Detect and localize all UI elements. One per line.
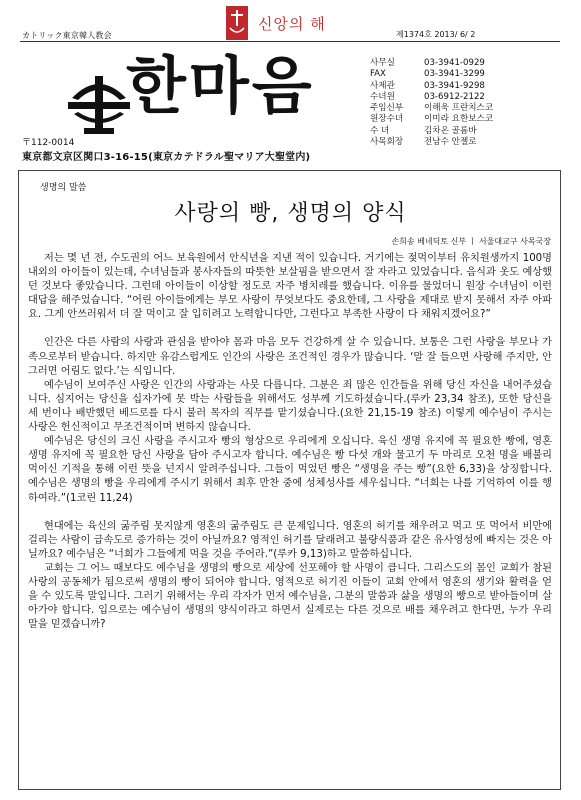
contact-value: 03-3941-9298 <box>424 80 485 91</box>
contact-label: 수녀원 <box>370 91 395 102</box>
contact-row <box>370 81 493 92</box>
contact-label: 사무실 <box>370 58 395 68</box>
article-paragraph: 예수님은 당신의 크신 사랑을 주시고자 빵의 형상으로 우리에게 오십니다. 육신 생명 유지에 꼭 필요한 빵에, 영혼 생명 유지에 꼭 필요한 당신 사랑을 담아 주시고자 합니다. 예수님은 빵 다섯 개와 물고기 두 마리로 오천 명을 배불리 먹이신 기적을 통해 이런 뜻을 넌지시 알려주십니다. 그들이 먹었던 빵은 “생명을 주는 빵”(요한 6,33)을 상징합니다. 예수님은 생명의 빵을 우리에게 주시기 위해서 최후 만찬 중에 성체성사를 세우십니다. “너희는 나를 기억하여 이를 행하여라.”(1코린 11,24) <box>28 436 552 504</box>
article-paragraph: 인간은 다른 사람의 사랑과 관심을 받아야 몸과 마음 모두 건강하게 살 수 있습니다. 보통은 그런 사랑을 부모나 가족으로부터 받습니다. 하지만 유감스럽게도 인간의 사랑은 조건적인 경우가 많습니다. ‘말 잘 들으면 사랑해 주지만, 안 그러면 어림도 없다.’는 식입니다. <box>28 337 552 377</box>
contact-row <box>370 114 493 125</box>
church-logo-icon <box>64 70 134 136</box>
contact-value: 김차온 골롬바 <box>424 125 477 136</box>
article-paragraph: 예수님이 보여주신 사랑은 인간의 사랑과는 사뭇 다릅니다. 그분은 죄 많은 인간들을 위해 당신 자신을 내어주셨습니다. 심지어는 당신을 십자가에 못 박는 사람들을 위해서도 성부께 기도하셨습니다.(루카 23,34 참조), 또한 당신을 세 번이나 배반했던 베드로를 다시 불러 목자의 직무를 맡기셨습니다.(요한 21,15-19 참조) 이렇게 예수님이 주시는 사랑은 헌신적이고 무조건적이며 변하지 않습니다. <box>28 379 552 434</box>
contact-label: 주임신부 <box>370 103 404 114</box>
article-headline: 사랑의 빵, 생명의 양식 <box>174 201 407 226</box>
article-body <box>28 252 552 632</box>
contact-label: FAX <box>370 69 386 80</box>
church-address: 東京都文京区関口3-16-15(東京カテドラル聖マリア大聖堂内) <box>22 152 311 163</box>
postal-code: 〒112-0014 <box>22 138 75 148</box>
article-paragraph: 저는 몇 년 전, 수도권의 어느 보육원에서 안식년을 지낸 적이 있습니다. 거기에는 젖먹이부터 유치원생까지 100명 내외의 아이들이 있는데, 수녀님들과 봉사자들의 따뜻한 보살핌을 받으면서 잘 자라고 있었습니다. 음식과 옷도 예상했던 것보다 좋았습니다. 그런데 아이들이 이상할 정도로 자주 병치레를 했습니다. 이유를 물었더니 원장 수녀님이 이런 대답을 해주었습니다. “어린 아이들에게는 부모 사랑이 무엇보다도 중요한데, 그 사랑을 제대로 받지 못해서 자주 아파요. 그게 안쓰러워서 더 잘 먹이고 잘 입히려고 노력합니다만, 그런다고 부족한 사랑이 다 채워지겠어요?” <box>28 253 552 321</box>
contact-row <box>370 137 493 148</box>
contact-value: 전남수 안젤로 <box>424 137 477 148</box>
contact-row <box>370 92 493 103</box>
contact-value: 03-6912-2122 <box>424 91 485 102</box>
contact-row <box>370 126 493 137</box>
contact-value: 이미라 요한보스코 <box>424 114 494 125</box>
contact-label: 사목회장 <box>370 137 404 148</box>
article-byline: 손희송 베네딕토 신부 ㅣ 서울대교구 사목국장 <box>391 237 551 246</box>
header-divider <box>20 41 560 42</box>
year-title: 신앙의 해 <box>258 15 326 33</box>
year-of-faith-emblem-icon <box>226 6 248 40</box>
article-paragraph: 현대에는 육신의 굶주림 못지않게 영혼의 굶주림도 큰 문제입니다. 영혼의 허기를 채우려고 먹고 또 먹어서 비만에 걸리는 사람이 급속도로 증가하는 것이 아닐까요? 영적인 허기를 달래려고 불량식품과 같은 유사영성에 빠지는 것은 아닐까요? 예수님은 “너희가 그들에게 먹을 것을 주어라.”(루카 9,13)하고 말씀하십니다. <box>28 520 552 560</box>
community-name: カトリック東京韓人教会 <box>22 31 112 40</box>
contact-list <box>370 58 493 148</box>
contact-value: 03-3941-0929 <box>424 58 485 68</box>
contact-label: 원장수녀 <box>370 114 404 125</box>
contact-value: 03-3941-3299 <box>424 69 485 80</box>
section-label: 생명의 말씀 <box>40 183 87 193</box>
contact-row <box>370 58 493 69</box>
contact-label: 수 녀 <box>370 125 390 136</box>
contact-label: 사제관 <box>370 80 395 91</box>
newsletter-title: 한마음 <box>126 49 315 122</box>
contact-row <box>370 103 493 114</box>
article-paragraph: 교회는 그 어느 때보다도 예수님을 생명의 빵으로 세상에 선포해야 할 사명이 큽니다. 그리스도의 몸인 교회가 참된 사랑의 공동체가 됨으로써 생명의 빵이 되어야 합니다. 영적으로 허기진 이들이 교회 안에서 영혼의 생기와 활력을 얻을 수 있도록 말입니다. 그러기 위해서는 우리 각자가 먼저 예수님을, 그분의 말씀과 삶을 생명의 빵으로 받아들이며 살아가야 합니다. 입으로는 예수님이 생명의 양식이라고 하면서 실제로는 다른 것으로 배를 채우려고 한다면, 누가 우리말을 믿겠습니까? <box>28 562 552 631</box>
contact-row <box>370 69 493 80</box>
issue-number: 제1374호 2013/ 6/ 2 <box>396 30 476 39</box>
contact-value: 이해욱 프란치스코 <box>424 103 494 114</box>
